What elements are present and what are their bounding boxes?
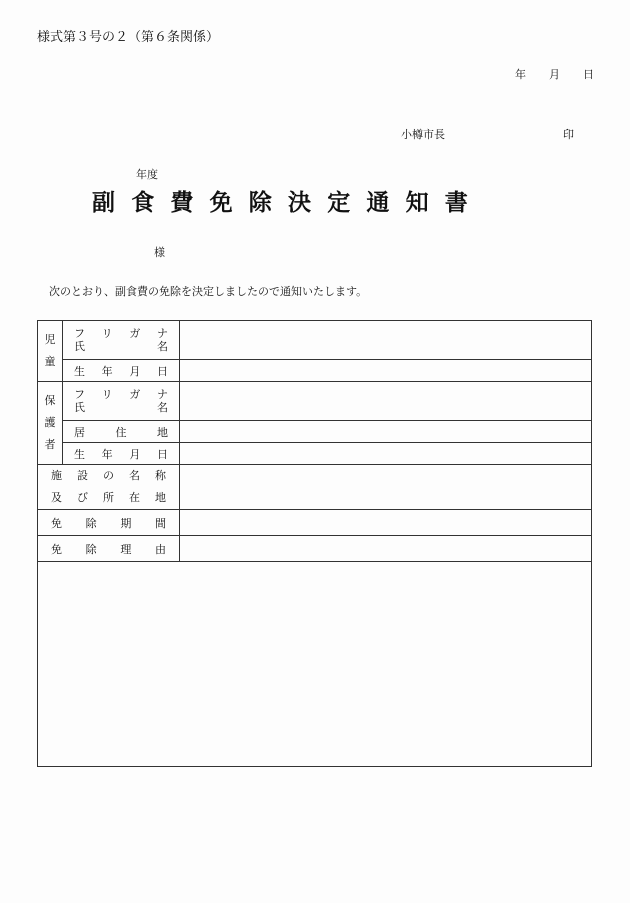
name-label: 氏 名 bbox=[74, 401, 168, 414]
issuer-mayor: 小樽市長 bbox=[401, 128, 445, 141]
addressee-suffix: 様 bbox=[154, 246, 165, 259]
name-label: 氏 名 bbox=[74, 340, 168, 353]
child-name-field[interactable] bbox=[180, 321, 592, 360]
exemption-reason-label: 免 除 理 由 bbox=[38, 536, 180, 562]
date-day-label: 日 bbox=[583, 68, 594, 81]
guardian-birthdate-label: 生 年 月 日 bbox=[63, 443, 180, 465]
exemption-period-label: 免 除 期 間 bbox=[38, 510, 180, 536]
child-name-label bbox=[63, 321, 180, 360]
exemption-period-field[interactable] bbox=[180, 510, 592, 536]
facility-location-label: 及 び 所 在 地 bbox=[51, 491, 166, 504]
guardian-name-label bbox=[63, 382, 180, 421]
intro-text: 次のとおり、副食費の免除を決定しましたので通知いたします。 bbox=[49, 285, 368, 298]
notice-form-table bbox=[37, 320, 592, 767]
child-birthdate-field[interactable] bbox=[180, 360, 592, 382]
facility-field[interactable] bbox=[180, 465, 592, 510]
form-number: 様式第３号の２（第６条関係） bbox=[37, 30, 220, 45]
document-title: 副食費免除決定通知書 bbox=[92, 189, 484, 216]
exemption-reason-field[interactable] bbox=[180, 536, 592, 562]
fiscal-year-label: 年度 bbox=[136, 168, 158, 181]
guardian-birthdate-field[interactable] bbox=[180, 443, 592, 465]
guardian-group-label: 保 護 者 bbox=[38, 382, 63, 465]
date-year-label: 年 bbox=[515, 68, 526, 81]
guardian-name-field[interactable] bbox=[180, 382, 592, 421]
seal-mark: 印 bbox=[563, 128, 574, 141]
facility-label bbox=[38, 465, 180, 510]
child-birthdate-label: 生 年 月 日 bbox=[63, 360, 180, 382]
guardian-residence-field[interactable] bbox=[180, 421, 592, 443]
furigana-label: フ リ ガ ナ bbox=[74, 327, 168, 340]
exemption-reason-detail-area[interactable] bbox=[38, 562, 592, 767]
date-month-label: 月 bbox=[549, 68, 560, 81]
furigana-label: フ リ ガ ナ bbox=[74, 388, 168, 401]
facility-name-label: 施 設 の 名 称 bbox=[51, 469, 166, 482]
child-group-label: 児 童 bbox=[38, 321, 63, 382]
guardian-residence-label: 居 住 地 bbox=[63, 421, 180, 443]
